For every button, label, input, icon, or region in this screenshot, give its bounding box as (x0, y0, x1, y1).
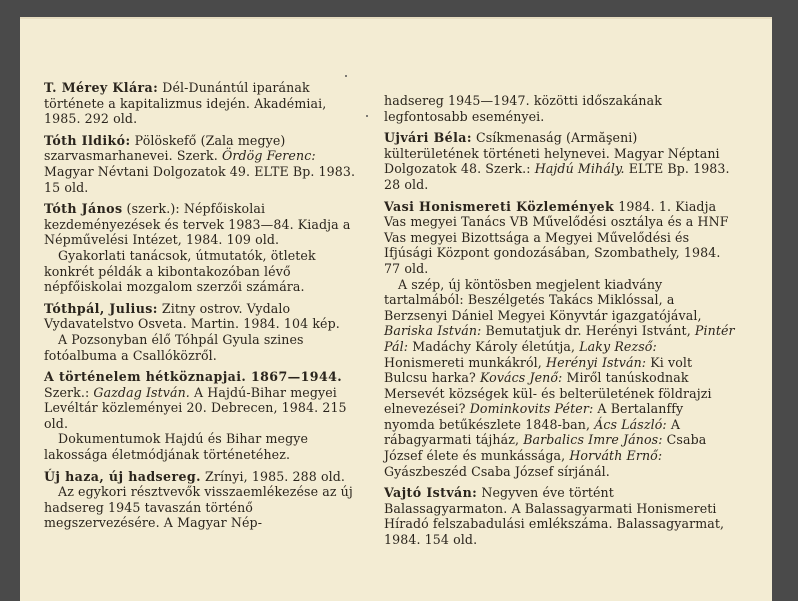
author-name: Barbalics Imre János: (523, 432, 663, 448)
bibliography-entry-tothpal (44, 301, 360, 363)
entry-citation (44, 469, 360, 485)
entry-author: Vajtó István: (384, 485, 478, 501)
continuation-text: hadsereg 1945—1947. közötti időszakának legfontosabb eseményei. (384, 93, 662, 124)
description-text: A Bertalanffy nyomda betűkészlete 1848-ban, (384, 401, 684, 432)
entry-title: Vasi Honismereti Közlemények (384, 198, 615, 214)
description-text: A szép, új köntösben megjelent kiadvány tartalmából: Beszélgetés Takács Miklóssal, a Berzsenyi Dániel Megyei Könyvtár igazgatójával, (384, 276, 702, 323)
author-name: Laky Rezső: (579, 338, 657, 354)
entry-description: Az egykori résztvevők visszaemlékezése az új hadsereg 1945 tavaszán történő megszervezésére. A Magyar Nép- (44, 484, 353, 531)
entry-author: T. Mérey Klára: (44, 80, 159, 95)
entry-title: Új haza, új hadsereg. (44, 468, 201, 484)
entry-citation (44, 369, 360, 431)
entry-citation (384, 130, 736, 192)
entry-description: Dokumentumok Hajdú és Bihar megye lakossága életmódjának történetéhez. (44, 431, 308, 463)
description-text: Honismereti munkákról, (384, 354, 546, 370)
bibliography-entry-toth-ildiko (44, 133, 360, 195)
entry-text: Magyar Névtani Dolgozatok 49. ELTE Bp. 1983. 15 old. (44, 163, 356, 195)
entry-text: Dél-Dunántúl iparának története a kapitalizmus idején. Akadémiai, 1985. 292 old. (44, 80, 327, 127)
page-top-edge (20, 17, 772, 19)
entry-editor: Hajdú Mihály. (534, 161, 625, 177)
entry-description: Gyakorlati tanácsok, útmutatók, ötletek konkrét példák a kibontakozóban lévő népfőiskolai mozgalom szerzői számára. (44, 247, 316, 295)
entry-author: Tóth János (44, 201, 123, 217)
entry-text: Zitny ostrov. Vydalo Vydavatelstvo Osveta. Martin. 1984. 104 kép. (44, 300, 340, 332)
author-name: Kovács Jenő: (479, 370, 563, 386)
entry-text: Csíkmenaság (Armăşeni) külterületének történeti helynevei. Magyar Néptani Dolgozatok 48. Szerk.: (384, 130, 720, 177)
left-column (44, 80, 360, 537)
right-column (384, 93, 736, 554)
entry-citation (384, 199, 736, 277)
entry-continuation (384, 93, 736, 124)
entry-text: Zrínyi, 1985. 288 old. (200, 468, 346, 484)
bibliography-entry-vasi (384, 199, 736, 480)
description-text: A rábagyarmati tájház, (384, 416, 681, 448)
bibliography-entry-merey (44, 80, 360, 127)
description-text: Madáchy Károly életútja, (408, 338, 580, 354)
entry-editor: Gazdag István. (93, 384, 190, 400)
entry-editor: Ördög Ferenc: (221, 148, 316, 164)
entry-text: ELTE Bp. 1983. 28 old. (384, 161, 730, 192)
entry-description (384, 277, 736, 480)
entry-citation (44, 201, 360, 248)
bibliography-entry-tortenelem (44, 369, 360, 463)
author-name: Ács László: (594, 416, 667, 432)
description-text: Gyászbeszéd Csaba József sírjánál. (384, 463, 610, 479)
speck (345, 75, 347, 77)
entry-citation (44, 301, 360, 332)
bibliography-entry-ujvari (384, 130, 736, 192)
entry-text: Szerk.: (44, 384, 94, 400)
description-text: Ki volt Bulcsu harka? (384, 354, 693, 386)
book-page (20, 17, 772, 601)
entry-citation (384, 485, 736, 547)
entry-author: Tóth Ildikó: (44, 132, 131, 148)
author-name: Horváth Ernő: (569, 448, 663, 464)
description-text: Csaba József élete és munkássága, (384, 432, 707, 464)
description-text: Miről tanúskodnak Mersevét községek kül- és belterületének földrajzi elnevezései? (384, 370, 712, 417)
entry-text: Negyven éve történt Balassagyarmaton. A Balassagyarmati Honismereti Híradó felszabadulási emlékszáma. Balassagyarmat, 1984. 154 old. (384, 485, 725, 548)
bibliography-entry-toth-janos (44, 201, 360, 295)
entry-author: Tóthpál, Julius: (44, 300, 158, 316)
author-name: Bariska István: (384, 323, 482, 339)
entry-text: Pölöskefő (Zala megye) szarvasmarhanevei. Szerk. (44, 132, 286, 164)
speck (366, 115, 368, 117)
bibliography-entry-uj-haza (44, 469, 360, 531)
description-text: Bemutatjuk dr. Herényi Istvánt, (481, 323, 695, 339)
author-name: Pintér Pál: (384, 323, 735, 354)
entry-text: (szerk.): Népfőiskolai kezdeményezések és tervek 1983—84. Kiadja a Népművelési Intézet, 1984. 109 old. (44, 201, 351, 248)
entry-description: A Pozsonyban élő Tóhpál Gyula szines fotóalbuma a Csallóközről. (44, 331, 304, 363)
entry-text: 1984. 1. Kiadja Vas megyei Tanács VB Művelődési osztálya és a HNF Vas megyei Bizottsága a Megyei Művelődési és Ifjúsági Központ gondozásában, Szombathely, 1984. 77 old. (384, 198, 729, 276)
entry-citation (44, 80, 360, 127)
author-name: Herényi István: (546, 354, 647, 370)
bibliography-entry-vajto (384, 485, 736, 547)
author-name: Dominkovits Péter: (469, 401, 594, 417)
entry-text: A Hajdú-Bihar megyei Levéltár közleményei 20. Debrecen, 1984. 215 old. (44, 384, 347, 431)
entry-title: A történelem hétköznapjai. 1867—1944. (44, 369, 343, 385)
entry-author: Ujvári Béla: (384, 130, 472, 146)
entry-citation (44, 133, 360, 195)
